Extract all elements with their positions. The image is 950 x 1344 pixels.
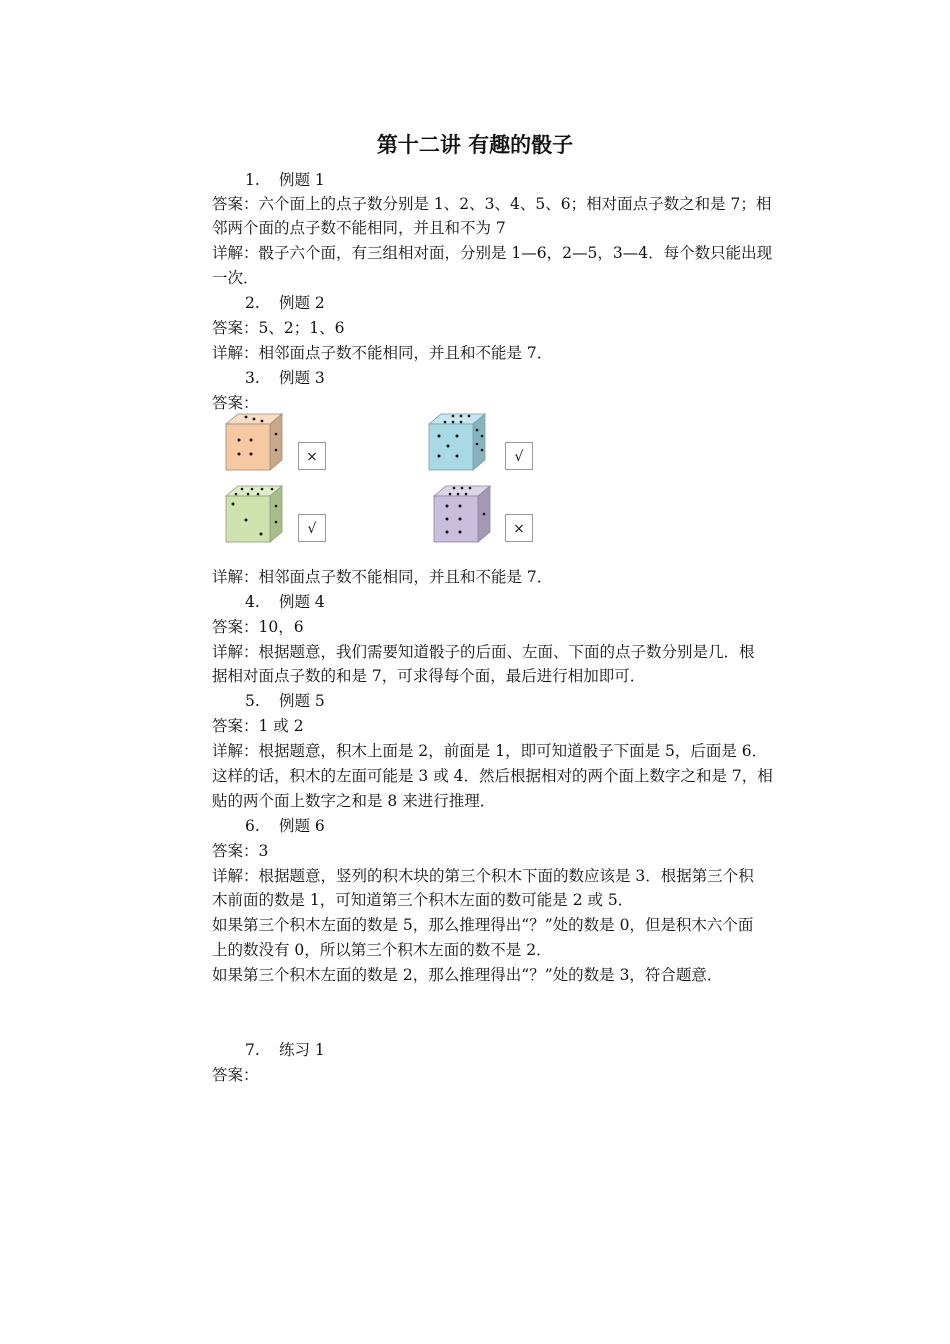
dice-1-mark: × [298,442,326,470]
detail-3: 详解：相邻面点子数不能相同，并且和不能是 7． [212,568,553,586]
example-4-heading: 4. 例题 4 [245,593,325,611]
detail-6-line-3: 如果第三个积木左面的数是 5，那么推理得出“？”处的数是 0，但是积木六个面 [212,916,754,934]
dice-4-front [434,496,478,542]
dice-3-figure [224,484,286,544]
example-5-heading: 5. 例题 5 [245,692,325,710]
dice-2-side [473,414,485,470]
example-2-heading: 2. 例题 2 [245,294,325,312]
answer-6: 答案：3 [212,842,269,860]
page-title: 第十二讲 有趣的骰子 [376,133,574,157]
dice-2-mark: √ [505,442,533,470]
dice-1-figure [224,412,286,472]
answer-3: 答案： [212,394,259,412]
dice-1-front [226,424,270,470]
dice-3-mark: √ [298,514,326,542]
answer-5: 答案：1 或 2 [212,717,304,735]
example-1-heading: 1. 例题 1 [245,171,325,189]
detail-1-line-1: 详解：骰子六个面，有三组相对面，分别是 1—6，2—5，3—4．每个数只能出现 [212,244,773,262]
practice-1-heading: 7. 练习 1 [245,1041,325,1059]
detail-6-line-4: 上的数没有 0，所以第三个积木左面的数不是 2． [212,941,552,959]
detail-4-line-1: 详解：根据题意，我们需要知道骰子的后面、左面、下面的点子数分别是几．根 [212,643,755,661]
dice-2-figure [427,412,489,472]
dice-1-side [270,414,282,470]
detail-5-line-1: 详解：根据题意，积木上面是 2，前面是 1，即可知道骰子下面是 5，后面是 6． [212,742,768,760]
example-6-heading: 6. 例题 6 [245,817,325,835]
detail-6-line-1: 详解：根据题意，竖列的积木块的第三个积木下面的数应该是 3．根据第三个积 [212,867,754,885]
answer-1-line-1: 答案：六个面上的点子数分别是 1、2、3、4、5、6；相对面点子数之和是 7；相 [212,195,772,213]
dice-4-mark: × [505,514,533,542]
dice-2-front [429,424,473,470]
detail-2: 详解：相邻面点子数不能相同，并且和不能是 7． [212,344,553,362]
detail-5-line-2: 这样的话，积木的左面可能是 3 或 4．然后根据相对的两个面上数字之和是 7，相 [212,767,773,785]
detail-1-line-2: 一次． [212,269,259,287]
dice-4-figure [432,484,494,544]
detail-4-line-2: 据相对面点子数的和是 7，可求得每个面，最后进行相加即可． [212,667,646,685]
answer-2: 答案：5、2；1、6 [212,319,345,337]
answer-1-line-2: 邻两个面的点子数不能相同，并且和不为 7 [212,219,506,237]
detail-6-line-2: 木前面的数是 1，可知道第三个积木左面的数可能是 2 或 5． [212,891,634,909]
answer-7: 答案： [212,1066,259,1084]
detail-6-line-5: 如果第三个积木左面的数是 2，那么推理得出“？”处的数是 3，符合题意． [212,966,723,984]
example-3-heading: 3. 例题 3 [245,369,325,387]
dice-3-side [270,486,282,542]
answer-4: 答案：10，6 [212,618,304,636]
detail-5-line-3: 贴的两个面上数字之和是 8 来进行推理． [212,792,496,810]
